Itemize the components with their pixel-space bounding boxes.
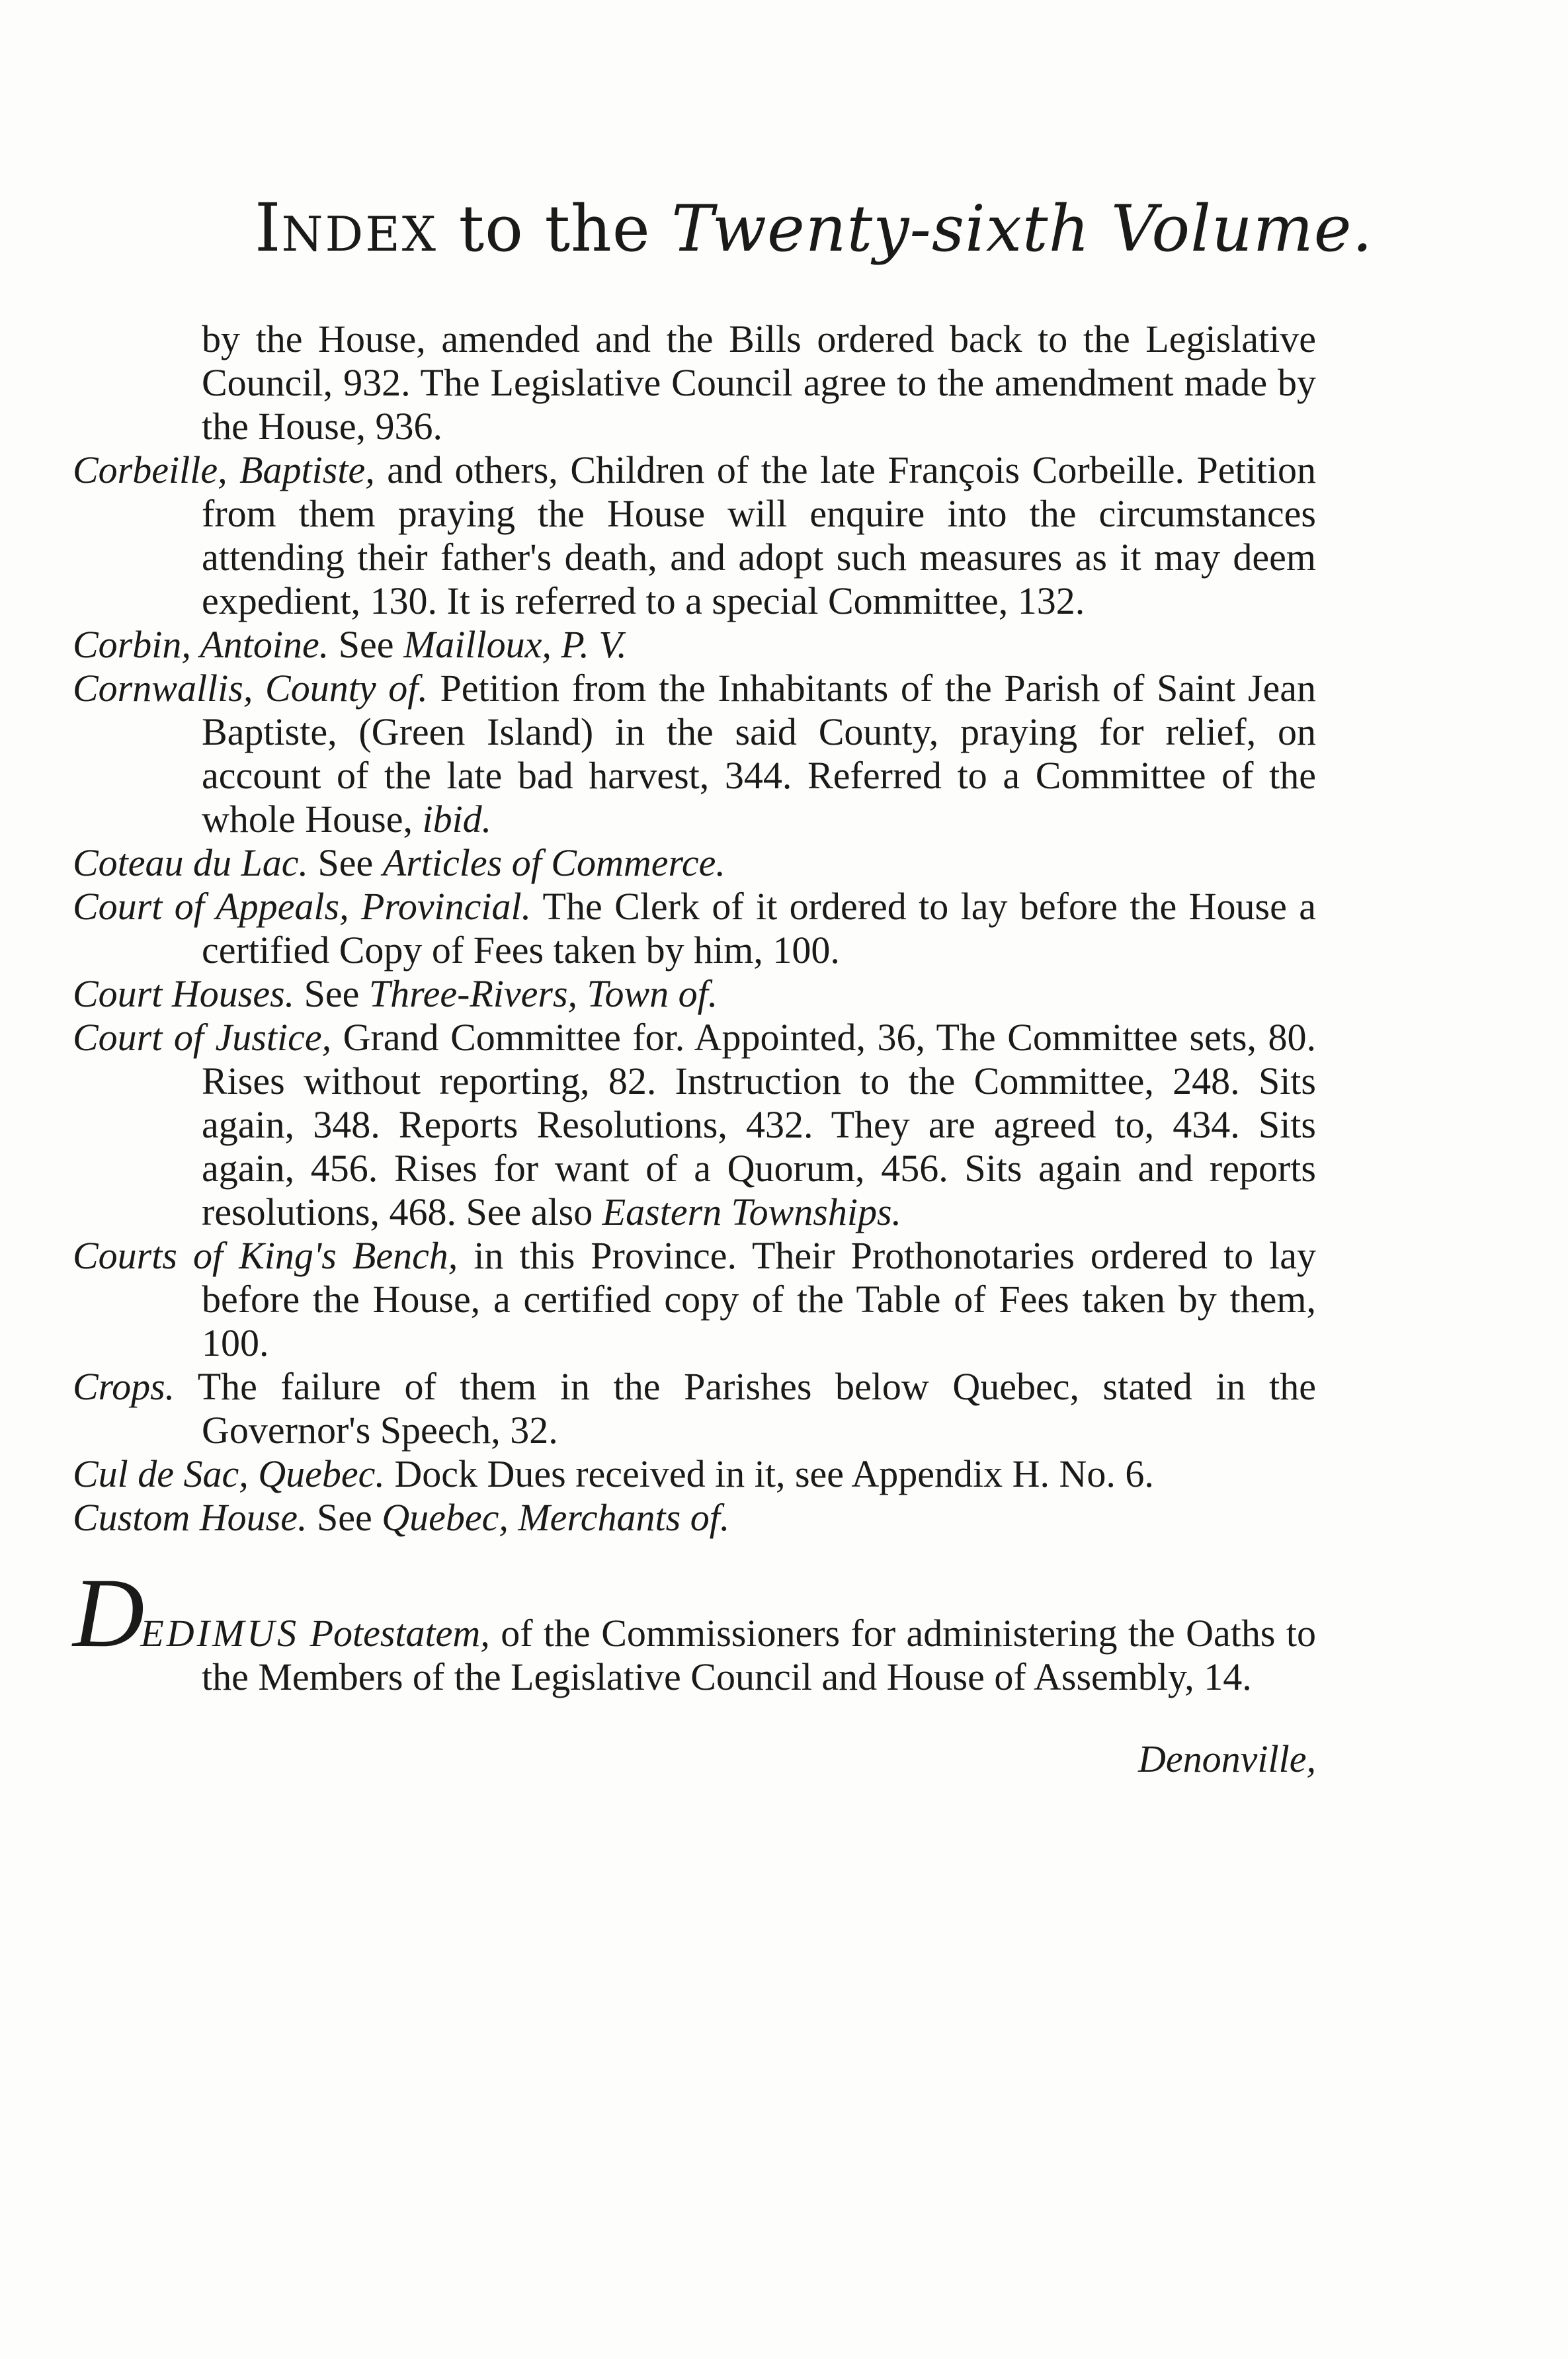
index-entry-court-of-justice [73, 1016, 1316, 1234]
index-entry-cul-de-sac [73, 1452, 1316, 1496]
index-entry-dedimus [73, 1558, 1316, 1699]
header-volume: Twenty-sixth Volume. [671, 192, 1374, 266]
entry-term: Court Houses. [73, 972, 295, 1015]
index-entry-continuation [73, 317, 1316, 448]
entry-term: Cul de Sac, Quebec. [73, 1452, 385, 1495]
entry-text: and others, Children of the late François Corbeille. Petition from them praying the House will enquire into the circumstances attending their father's death, and adopt such measures as it may deem expedient, 130. It is referred to a special Committee, 132. [202, 448, 1317, 622]
entry-term: Potestatem, [309, 1612, 490, 1655]
entry-text: See [316, 1496, 372, 1539]
entry-text: Dock Dues received in it, see Appendix H. No. 6. [394, 1452, 1154, 1495]
index-entry-courts-of-kings-bench [73, 1234, 1316, 1365]
header-middle: to the [458, 192, 651, 266]
entry-text: The Clerk of it ordered to lay before the House a certified Copy of Fees taken by him, 100. [202, 885, 1317, 972]
entry-text: in this Province. Their Prothonotaries ordered to lay before the House, a certified copy of the Table of Fees taken by them, 100. [202, 1234, 1317, 1364]
index-entry-corbin [73, 623, 1316, 667]
entry-text: See [317, 841, 374, 884]
header-index-initial: I [255, 189, 282, 267]
entry-text: See [338, 623, 394, 666]
index-content [73, 317, 1316, 1781]
entry-term: Court of Justice, [73, 1016, 332, 1059]
entry-reference: ibid. [422, 798, 492, 841]
entry-term: Cornwallis, County of. [73, 667, 428, 710]
index-entry-custom-house [73, 1496, 1316, 1540]
entry-term: Court of Appeals, Provincial. [73, 885, 532, 928]
entry-text: Petition from the Inhabitants of the Parish of Saint Jean Baptiste, (Green Island) in the said County, praying for relief, on account of the late bad harvest, 344. Referred to a Committee of the whole House, [202, 667, 1317, 841]
entry-text: by the House, amended and the Bills ordered back to the Legislative Council, 932. The Legislative Council agree to the amendment made by the House, 936. [202, 317, 1316, 448]
entry-term: Crops. [73, 1365, 175, 1408]
index-entry-coteau-du-lac [73, 841, 1316, 885]
index-entry-court-of-appeals [73, 885, 1316, 972]
entry-term: Custom House. [73, 1496, 308, 1539]
entry-reference: Quebec, Merchants of. [382, 1496, 730, 1539]
entry-term: Coteau du Lac. [73, 841, 309, 884]
entry-reference: Eastern Townships. [602, 1190, 902, 1233]
entry-text: of the Commissioners for administering the Oaths to the Members of the Legislative Council and House of Assembly, 14. [202, 1612, 1316, 1698]
catchword: Denonville, [1138, 1737, 1316, 1780]
header-index-rest: NDEX [281, 206, 438, 262]
index-entry-corbeille [73, 448, 1316, 623]
entry-text: See [304, 972, 360, 1015]
index-entry-crops [73, 1365, 1316, 1452]
entry-term: Courts of King's Bench, [73, 1234, 458, 1277]
entry-reference: Mailloux, P. V. [403, 623, 627, 666]
index-entry-cornwallis [73, 667, 1316, 841]
entry-text: Grand Committee for. Appointed, 36, The Committee sets, 80. Rises without reporting, 82. Instruction to the Committee, 248. Sits again, 348. Reports Resolutions, 432. They are agreed to, 434. Sits again, 456. Rises for want of a Quorum, 456. Sits again and reports resolutions, 468. See also [202, 1016, 1316, 1233]
entry-reference: Articles of Commerce. [382, 841, 725, 884]
entry-text: The failure of them in the Parishes below Quebec, stated in the Governor's Speech, 32. [197, 1365, 1316, 1452]
running-header [255, 189, 1374, 270]
entry-term: Corbin, Antoine. [73, 623, 329, 666]
section-initial-d: D [73, 1558, 141, 1668]
entry-reference: Three-Rivers, Town of. [368, 972, 718, 1015]
dedimus-caps: EDIMUS [140, 1612, 300, 1655]
entry-term: Corbeille, Baptiste, [73, 448, 375, 491]
index-entry-court-houses [73, 972, 1316, 1016]
